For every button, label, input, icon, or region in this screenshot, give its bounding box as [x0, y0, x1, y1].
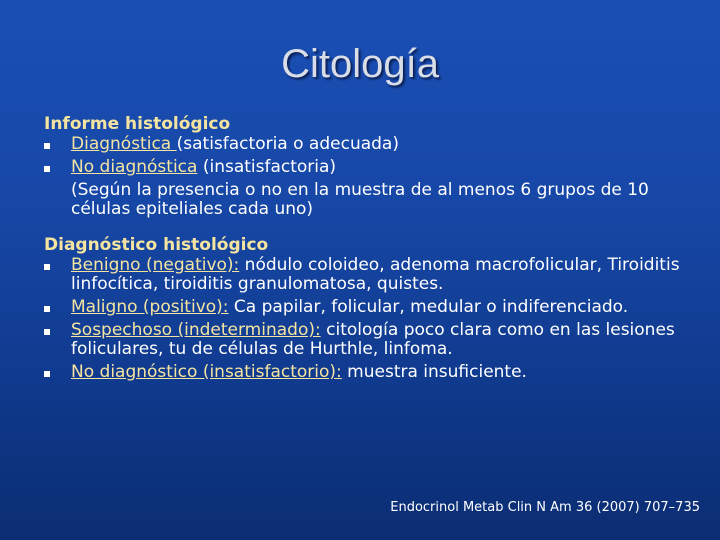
item-text: citología poco clara como en las lesiones foliculares, tu de células de Hurthle, linfoma.: [71, 320, 675, 359]
item-text: Ca papilar, folicular, medular o indiferenciado.: [228, 297, 629, 317]
item-text: muestra insuficiente.: [341, 362, 527, 382]
bullet-icon: [44, 306, 50, 312]
list-item: [44, 298, 704, 317]
slide-title: Citología: [281, 42, 439, 86]
bullet-icon: [44, 329, 50, 335]
section-heading-diagnostico: Diagnóstico histológico: [44, 235, 269, 255]
link-no-diagnostica[interactable]: No diagnóstica: [71, 157, 198, 177]
bullet-icon: [44, 371, 50, 377]
list-item: [44, 256, 704, 294]
link-benigno[interactable]: Benigno (negativo):: [71, 255, 240, 275]
list-item: [44, 158, 704, 177]
list-item: [44, 135, 704, 154]
list-item: [44, 363, 704, 382]
bullet-icon: [44, 264, 50, 270]
section-heading-informe: Informe histológico: [44, 114, 231, 134]
diagnostico-list: [44, 256, 704, 382]
item-text: nódulo coloideo, adenoma macrofolicular, Tiroiditis linfocítica, tiroiditis granulomatosa, quistes.: [71, 255, 680, 294]
bullet-icon: [44, 166, 50, 172]
link-no-diagnostico[interactable]: No diagnóstico (insatisfactorio):: [71, 362, 342, 382]
bullet-icon: [44, 143, 50, 149]
informe-list: [44, 135, 704, 177]
link-maligno[interactable]: Maligno (positivo):: [71, 297, 229, 317]
informe-note: (Según la presencia o no en la muestra de al menos 6 grupos de 10 células epiteliales cada uno): [71, 180, 649, 219]
item-text: (satisfactoria o adecuada): [176, 134, 399, 154]
item-text: (insatisfactoria): [197, 157, 337, 177]
link-diagnostica[interactable]: Diagnóstica: [71, 134, 177, 154]
slide-content: [44, 114, 704, 386]
list-item: [44, 321, 704, 359]
citation: Endocrinol Metab Clin N Am 36 (2007) 707–735: [390, 500, 700, 515]
link-sospechoso[interactable]: Sospechoso (indeterminado):: [71, 320, 321, 340]
